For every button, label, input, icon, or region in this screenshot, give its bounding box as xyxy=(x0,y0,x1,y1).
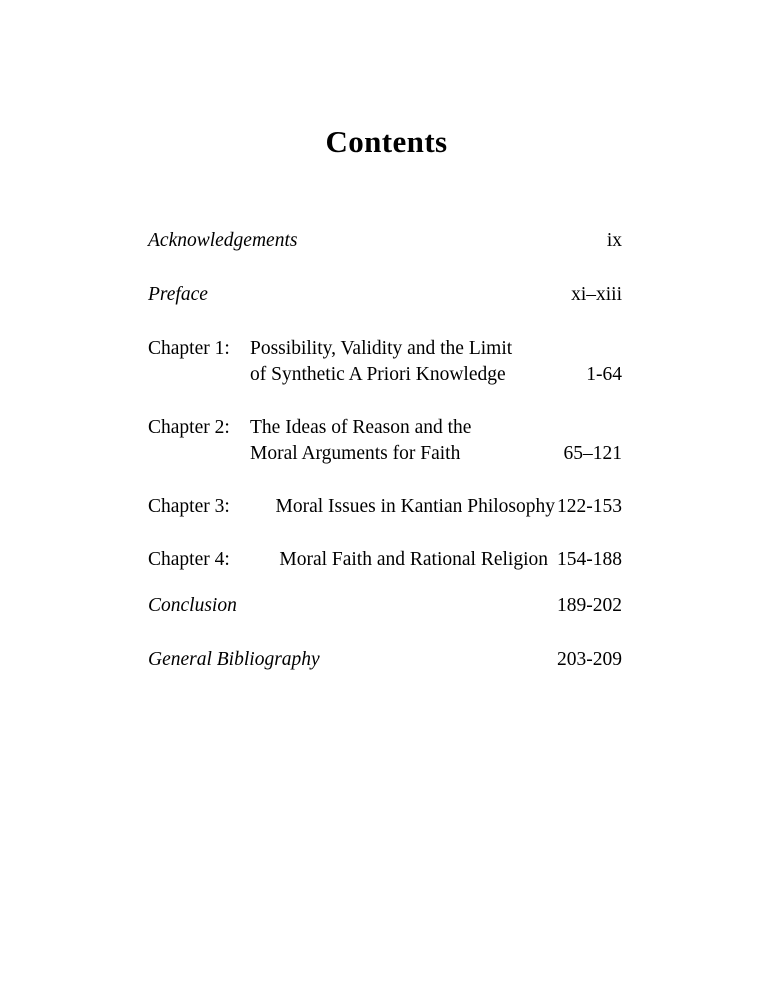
toc-chapter-label: Chapter 4: xyxy=(148,549,230,570)
toc-entry-label: Conclusion xyxy=(148,595,237,616)
toc-entry-line xyxy=(148,593,622,619)
toc-chapter-title-line-1: The Ideas of Reason and the xyxy=(250,417,472,438)
toc-entry-label: Preface xyxy=(148,284,208,305)
toc-entry-conclusion[interactable] xyxy=(148,593,622,619)
toc-entry-line xyxy=(250,362,622,388)
toc-entry-line xyxy=(250,336,622,362)
toc-entry-label: Acknowledgements xyxy=(148,230,298,251)
toc-entry-line xyxy=(250,547,622,573)
toc-entry-pages: 122-153 xyxy=(557,496,622,517)
toc-entry-list xyxy=(148,228,622,701)
toc-entry-line xyxy=(250,415,622,441)
toc-chapter-title-line-2: of Synthetic A Priori Knowledge xyxy=(250,364,506,385)
toc-entry-chapter-2[interactable] xyxy=(148,415,622,467)
toc-chapter-label: Chapter 1: xyxy=(148,338,230,359)
toc-chapter-body xyxy=(250,547,622,573)
toc-chapter-title-line-1: Moral Issues in Kantian Philosophy xyxy=(275,496,555,517)
toc-chapter-title-line-1: Moral Faith and Rational Religion xyxy=(279,549,548,570)
toc-chapter-title-line-2: Moral Arguments for Faith xyxy=(250,443,461,464)
toc-entry-chapter-4[interactable] xyxy=(148,547,622,573)
toc-entry-pages: xi–xiii xyxy=(571,284,622,305)
toc-chapter-body xyxy=(250,336,622,388)
toc-chapter-title-line-1: Possibility, Validity and the Limit xyxy=(250,338,513,359)
toc-entry-acknowledgements[interactable] xyxy=(148,228,622,254)
toc-entry-pages: ix xyxy=(606,230,622,251)
toc-entry-pages: 154-188 xyxy=(557,549,622,570)
toc-chapter-label: Chapter 3: xyxy=(148,496,230,517)
toc-chapter-body xyxy=(250,415,622,467)
toc-entry-line xyxy=(148,282,622,308)
toc-entry-preface[interactable] xyxy=(148,282,622,308)
toc-entry-chapter-1[interactable] xyxy=(148,336,622,388)
toc-chapter-body xyxy=(250,494,622,520)
page-title: Contents xyxy=(325,124,448,159)
toc-entry-pages: 203-209 xyxy=(557,649,622,670)
toc-entry-line xyxy=(250,441,622,467)
toc-entry-chapter-3[interactable] xyxy=(148,494,622,520)
toc-entry-pages: 65–121 xyxy=(563,443,622,464)
toc-entry-general-bibliography[interactable] xyxy=(148,647,622,673)
toc-entry-pages: 189-202 xyxy=(557,595,622,616)
toc-entry-pages: 1-64 xyxy=(586,364,622,385)
toc-entry-line xyxy=(250,494,622,520)
toc-chapter-label: Chapter 2: xyxy=(148,417,230,438)
toc-entry-label: General Bibliography xyxy=(148,649,320,670)
toc-entry-line xyxy=(148,228,622,254)
toc-entry-line xyxy=(148,647,622,673)
